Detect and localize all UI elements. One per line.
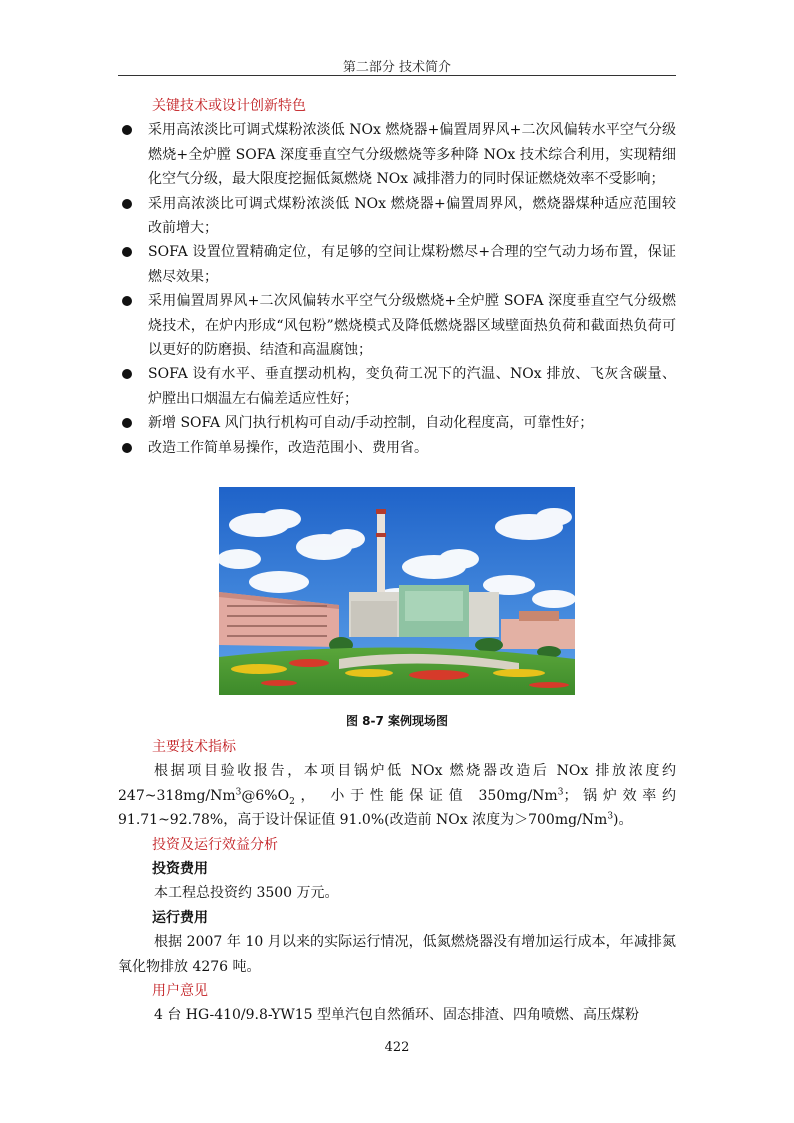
list-item: SOFA 设置位置精确定位，有足够的空间让煤粉燃尽+合理的空气动力场布置，保证燃尽效果；: [118, 240, 676, 289]
list-item: SOFA 设有水平、垂直摆动机构，变负荷工况下的汽温、NOx 排放、飞灰含碳量、炉膛出口烟温左右偏差适应性好；: [118, 362, 676, 411]
header-divider: [118, 75, 676, 76]
investment-paragraph: 本工程总投资约 3500 万元。: [154, 885, 339, 902]
list-item: 改造工作简单易操作，改造范围小、费用省。: [118, 436, 676, 460]
list-item: 新增 SOFA 风门执行机构可自动/手动控制，自动化程度高，可靠性好；: [118, 411, 676, 435]
user-opinion-paragraph: 4 台 HG-410/9.8-YW15 型单汽包自然循环、固态排渣、四角喷燃、高压煤粉: [154, 1007, 639, 1024]
bullet-icon: [122, 443, 132, 453]
list-item: 采用高浓淡比可调式煤粉浓淡低 NOx 燃烧器+偏置周界风，燃烧器煤种适应范围较改前增大；: [118, 192, 676, 241]
figure-caption: 图 8-7 案例现场图: [345, 714, 449, 728]
page-number: 422: [384, 1040, 410, 1055]
list-item: 采用高浓淡比可调式煤粉浓淡低 NOx 燃烧器+偏置周界风+二次风偏转水平空气分级燃烧+全炉膛 SOFA 深度垂直空气分级燃烧等多种降 NOx 技术综合利用，实现精细化空气分级，最大限度挖掘低氮燃烧 NOx 减排潜力的同时保证燃烧效率不受影响；: [118, 118, 676, 191]
boiler-building: [349, 585, 499, 637]
heading-investment-benefit: 投资及运行效益分析: [152, 836, 278, 853]
heading-main-indicators: 主要技术指标: [152, 739, 236, 755]
running-header: 第二部分 技术简介: [342, 60, 452, 75]
feature-list: [118, 118, 676, 460]
heading-operating-cost: 运行费用: [152, 909, 208, 926]
indicators-paragraph: 根据项目验收报告，本项目锅炉低 NOx 燃烧器改造后 NOx 排放浓度约 $247\sim 318mg/Nm^3@6\%O_2$， 小于性能保证值 350mg/Nm$^3$；锅炉效率约 91.71~92.78%，高于设计保证值 91.0%(改造前 NOx 浓度为$>700mg/Nm^3$)。: [118, 763, 676, 829]
bullet-icon: [122, 125, 132, 135]
bullet-icon: [122, 369, 132, 379]
bullet-icon: [122, 199, 132, 209]
heading-investment-cost: 投资费用: [152, 861, 208, 878]
heading-key-technology: 关键技术或设计创新特色: [152, 98, 306, 114]
section-key-technology: [118, 94, 676, 460]
operating-paragraph: 根据 2007 年 10 月以来的实际运行情况，低氮燃烧器没有增加运行成本，年减排氮氧化物排放 4276 吨。: [118, 934, 676, 975]
bullet-icon: [122, 247, 132, 257]
power-plant-illustration: [219, 487, 575, 695]
bullet-icon: [122, 418, 132, 428]
heading-user-opinion: 用户意见: [152, 983, 208, 1000]
power-plant-photo: [219, 487, 575, 695]
list-item: 采用偏置周界风+二次风偏转水平空气分级燃烧+全炉膛 SOFA 深度垂直空气分级燃烧技术，在炉内形成“风包粉”燃烧模式及降低燃烧器区域壁面热负荷和截面热负荷可以更好的防磨损、结渣和高温腐蚀；: [118, 289, 676, 362]
bullet-icon: [122, 296, 132, 306]
section-indicators: [118, 735, 676, 1028]
